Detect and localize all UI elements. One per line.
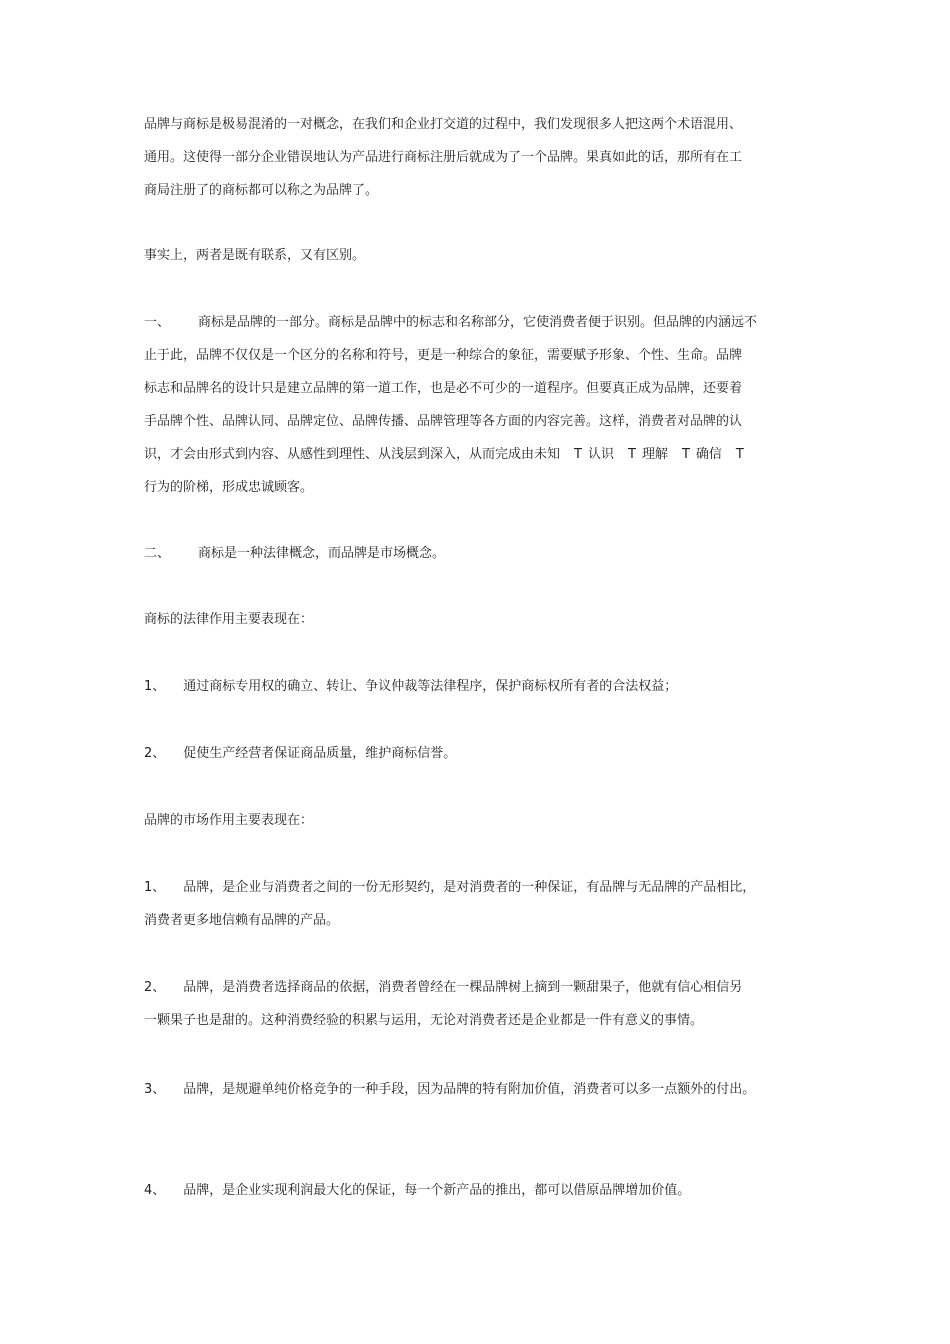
section-one-line: 手品牌个性、品牌认同、品牌定位、品牌传播、品牌管理等各方面的内容完善。这样，消费者对品牌的认 — [144, 414, 743, 429]
section-one-marker: 一、 — [144, 315, 171, 330]
item-number: 1、 — [144, 679, 166, 694]
arrow-symbol: T — [574, 447, 582, 462]
market-item — [144, 1073, 810, 1106]
item-text: 品牌，是企业与消费者之间的一份无形契约，是对消费者的一种保证，有品牌与无品牌的产品相比， — [183, 880, 756, 895]
market-item-line: 消费者更多地信赖有品牌的产品。 — [144, 913, 340, 928]
section-one — [144, 306, 810, 504]
section-one-line: 行为的阶梯，形成忠诚顾客。 — [144, 480, 314, 495]
section-two-text: 商标是一种法律概念，而品牌是市场概念。 — [198, 546, 446, 561]
section-one-text: 识，才会由形式到内容、从感性到理性、从浅层到深入，从而完成由未知 — [144, 447, 561, 462]
item-number: 2、 — [144, 980, 166, 995]
step-label: 认识 — [587, 447, 614, 462]
step-label: 确信 — [695, 447, 722, 462]
legal-item — [144, 737, 810, 770]
item-number: 1、 — [144, 880, 166, 895]
arrow-symbol: T — [627, 447, 636, 462]
market-item-line: 一颗果子也是甜的。这种消费经验的积累与运用，无论对消费者还是企业都是一件有意义的事情。 — [144, 1013, 704, 1028]
section-one-text: 商标是品牌的一部分。商标是品牌中的标志和名称部分，它使消费者便于识别。但品牌的内涵远不 — [198, 315, 758, 330]
item-text: 促使生产经营者保证商品质量，维护商标信誉。 — [183, 746, 457, 761]
intro-line: 商局注册了的商标都可以称之为品牌了。 — [144, 183, 379, 198]
item-number: 4、 — [144, 1183, 166, 1198]
item-text: 品牌，是规避单纯价格竞争的一种手段，因为品牌的特有附加价值，消费者可以多一点额外的付出。 — [183, 1082, 756, 1097]
market-item-line — [144, 871, 810, 904]
market-item-line — [144, 971, 810, 1004]
section-one-line — [144, 438, 810, 471]
market-item — [144, 1174, 810, 1207]
market-item — [144, 971, 810, 1037]
intro-line: 通用。这使得一部分企业错误地认为产品进行商标注册后就成为了一个品牌。果真如此的话，那所有在工 — [144, 150, 743, 165]
intro-line: 品牌与商标是极易混淆的一对概念，在我们和企业打交道的过程中，我们发现很多人把这两个术语混用、 — [144, 117, 743, 132]
item-text: 品牌，是消费者选择商品的依据，消费者曾经在一棵品牌树上摘到一颗甜果子，他就有信心相信另 — [183, 980, 743, 995]
section-two — [144, 537, 810, 570]
section-one-line: 止于此，品牌不仅仅是一个区分的名称和符号，更是一种综合的象征，需要赋予形象、个性、生命。品牌 — [144, 348, 743, 363]
arrow-symbol: T — [681, 447, 690, 462]
legal-item — [144, 670, 810, 703]
arrow-symbol: T — [735, 447, 744, 462]
section-two-marker: 二、 — [144, 546, 171, 561]
item-number: 3、 — [144, 1082, 166, 1097]
legal-heading: 商标的法律作用主要表现在： — [144, 612, 314, 627]
item-text: 品牌，是企业实现利润最大化的保证，每一个新产品的推出，都可以借原品牌增加价值。 — [183, 1183, 691, 1198]
section-one-line — [144, 306, 810, 339]
market-heading: 品牌的市场作用主要表现在： — [144, 813, 314, 828]
step-label: 理解 — [641, 447, 668, 462]
market-item — [144, 871, 810, 937]
item-number: 2、 — [144, 746, 166, 761]
section-one-line: 标志和品牌名的设计只是建立品牌的第一道工作，也是必不可少的一道程序。但要真正成为品牌，还要着 — [144, 381, 743, 396]
summary-paragraph: 事实上，两者是既有联系，又有区别。 — [144, 248, 366, 263]
intro-paragraph — [144, 108, 810, 207]
item-text: 通过商标专用权的确立、转让、争议仲裁等法律程序，保护商标权所有者的合法权益； — [183, 679, 678, 694]
